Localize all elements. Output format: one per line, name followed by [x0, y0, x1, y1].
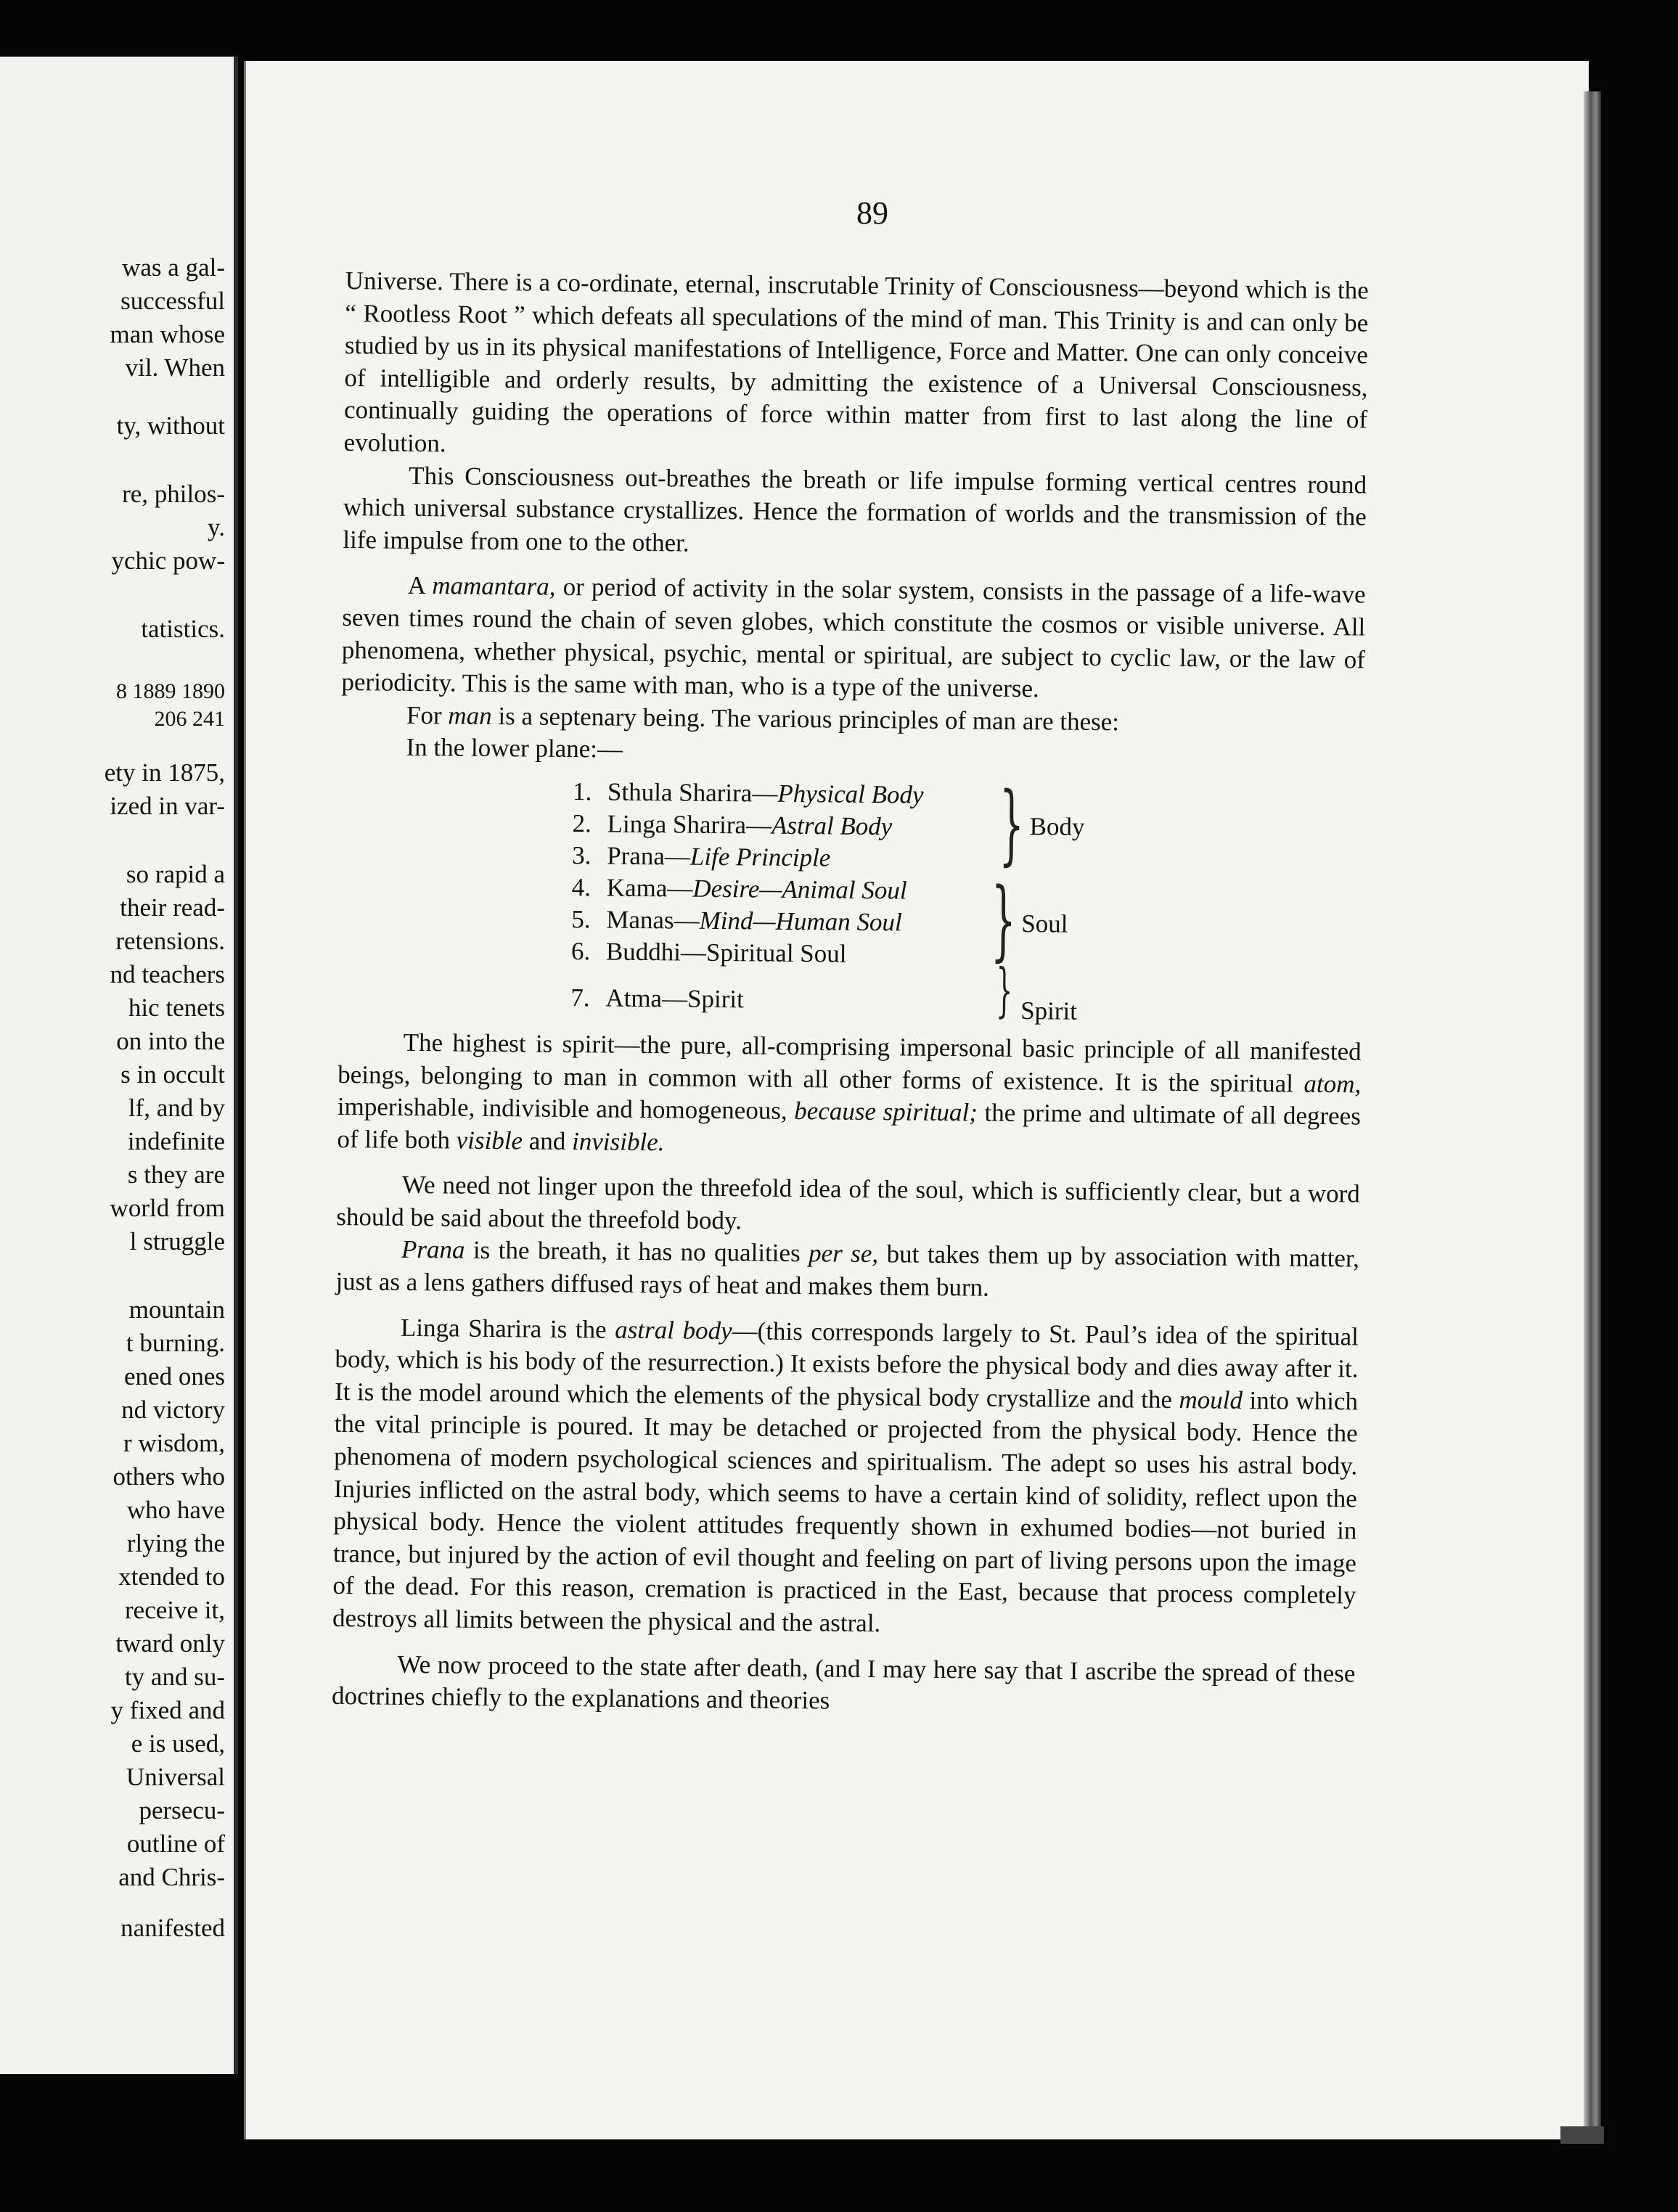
principle-item	[572, 808, 923, 843]
text-run: —(this corresponds largely to St. Paul’s idea of the spiritual body, which is his body of the resurrection.) It exists before the physical body and dies away after it. It is the model around which the elements of the physical body crystallize and the	[334, 1316, 1359, 1414]
paragraph	[332, 1311, 1359, 1644]
left-fragment: ened ones	[124, 1362, 225, 1390]
text-run: the prime and ultimate of all degrees of life both	[337, 1098, 1361, 1155]
page-number: 89	[856, 195, 888, 231]
text-run: imperishable, indivisible and homogeneous,	[337, 1092, 795, 1126]
left-page-fragment	[0, 57, 238, 2074]
left-fragment: vil. When	[125, 353, 225, 382]
italic-term: man	[448, 701, 492, 730]
item-number: 2.	[572, 808, 592, 838]
item-name: Linga Sharira—	[607, 809, 772, 840]
principles-list	[338, 774, 1364, 1031]
item-number: 5.	[571, 904, 591, 934]
paragraph	[343, 459, 1367, 566]
left-fragment: persecu-	[139, 1796, 225, 1824]
left-fragment: r wisdom,	[123, 1429, 225, 1457]
left-fragment: nd teachers	[110, 960, 225, 988]
italic-term: because spiritual;	[794, 1097, 978, 1127]
text-run: Linga Sharira is the	[400, 1313, 615, 1344]
principle-item	[571, 935, 906, 970]
text-run: into which the vital principle is poured. It may be detached or projected from the physical body. Hence the phenomena of modern psychological sciences and spiritualism. The adept so uses his astral body. Injuries inflicted on the astral body, which seems to have a certain kind of solidity, reflect upon the physical body. Hence the violent attitudes frequently shown in exhumed bodies—not buried in trance, but injured by the action of evil thought and feeling on part of living persons upon the image of the dead. For this reason, cremation is practiced in the East, because that process completely destroys all limits between the physical and the astral.	[332, 1385, 1359, 1638]
item-gloss: Mind—Human Soul	[699, 906, 902, 937]
left-fragment: their read-	[120, 893, 225, 922]
item-number: 6.	[570, 936, 591, 966]
item-name: Buddhi—Spiritual Soul	[605, 937, 847, 968]
principle-item	[571, 904, 906, 938]
left-fragment: xtended to	[118, 1562, 225, 1591]
left-fragment: Universal	[126, 1763, 225, 1791]
left-fragment: ty, without	[116, 411, 225, 440]
paragraph	[335, 1233, 1359, 1308]
item-number: 7.	[570, 983, 590, 1012]
left-fragment: outline of	[126, 1830, 225, 1858]
left-fragment: y fixed and	[110, 1696, 225, 1724]
left-fragment: hic tenets	[128, 994, 225, 1022]
right-brace-icon: }	[996, 956, 1013, 1024]
principle-item	[572, 872, 907, 906]
page-corner	[1560, 2126, 1604, 2144]
body-group	[572, 776, 924, 875]
left-fragment: others who	[112, 1462, 225, 1491]
principle-item	[570, 982, 744, 1015]
left-fragment: mountain	[128, 1295, 225, 1324]
left-fragment: ychic pow-	[111, 546, 225, 575]
left-fragment: rlying the	[126, 1529, 225, 1557]
principle-item	[572, 840, 923, 875]
right-brace-icon: }	[998, 774, 1025, 875]
page-text	[332, 265, 1369, 1722]
left-fragment: t burning.	[126, 1329, 225, 1357]
item-gloss: Physical Body	[777, 779, 924, 809]
left-fragment: tatistics.	[141, 615, 225, 643]
item-number: 3.	[572, 840, 592, 870]
text-run: and	[522, 1126, 573, 1155]
left-fragment: y.	[208, 513, 225, 541]
left-fragment: l struggle	[129, 1227, 225, 1255]
left-fragment: tward only	[115, 1629, 225, 1658]
item-name: Manas—	[606, 905, 700, 935]
left-fragment: receive it,	[125, 1596, 225, 1624]
text-run: is the breath, it has no qualities	[464, 1236, 809, 1268]
lower-plane-heading: In the lower plane:—	[406, 733, 623, 764]
item-number: 1.	[572, 777, 592, 806]
spirit-group	[570, 982, 744, 1015]
left-fragment: ized in var-	[110, 792, 225, 820]
left-fragment: man whose	[110, 320, 225, 348]
left-fragment: who have	[126, 1496, 225, 1524]
left-fragment: 8 1889 1890	[116, 679, 225, 703]
page-edge-shadow	[1584, 91, 1601, 2131]
left-fragment: on into the	[116, 1027, 225, 1055]
group-label-body: Body	[1029, 811, 1085, 841]
italic-term: per se,	[808, 1239, 879, 1269]
left-fragment: ety in 1875,	[104, 758, 225, 787]
group-label-soul: Soul	[1021, 909, 1068, 938]
text-run: A	[407, 571, 433, 600]
left-fragment: re, philos-	[122, 480, 225, 508]
italic-term: mamantara,	[432, 571, 556, 602]
left-fragment: indefinite	[127, 1127, 225, 1155]
left-fragment: world from	[110, 1194, 225, 1222]
left-fragment: s they are	[127, 1160, 225, 1189]
paragraph	[341, 569, 1366, 708]
item-name: Sthula Sharira—	[607, 777, 778, 808]
text-run: is a septenary being. The various principles of man are these:	[491, 701, 1120, 736]
left-fragment: 206 241	[154, 707, 225, 731]
paragraph-text: This Consciousness out-breathes the breath or life impulse forming vertical centres round which universal substance crystallizes. Hence the formation of worlds and the transmission of the life impulse from one to the other.	[343, 461, 1367, 557]
left-fragment: ty and su-	[124, 1663, 225, 1691]
paragraph: Universe. There is a co-ordinate, eternal, inscrutable Trinity of Consciousness—beyond which is the “ Rootless Root ” which defeats all speculations of the mind of man. This Trinity is and can only be studied by us in its physical manifestations of Intelligence, Force and Matter. One can only conceive of intelligible and orderly results, by admitting the existence of a Universal Consciousness, continually guiding the operations of force within matter from first to last along the line of evolution.	[343, 266, 1369, 458]
item-name: Kama—	[606, 873, 693, 903]
item-name: Atma—Spirit	[605, 983, 745, 1014]
left-fragment: successful	[120, 287, 225, 315]
left-fragment: e is used,	[131, 1729, 225, 1758]
soul-group	[571, 872, 907, 970]
text-run: For	[406, 700, 449, 730]
italic-term: Prana	[401, 1235, 465, 1265]
left-fragment: lf, and by	[128, 1094, 225, 1122]
item-gloss: Astral Body	[771, 811, 893, 841]
paragraph	[337, 1026, 1362, 1166]
item-number: 4.	[571, 872, 592, 902]
left-fragment: retensions.	[115, 927, 225, 955]
group-label-spirit: Spirit	[1020, 996, 1078, 1025]
left-fragment: nanifested	[120, 1914, 225, 1942]
italic-term: atom,	[1303, 1069, 1362, 1098]
paragraph: We now proceed to the state after death, (and I may here say that I ascribe the spread of these doctrines chiefly to the explanations and theories	[331, 1650, 1356, 1715]
item-gloss: Life Principle	[689, 842, 831, 872]
paragraph: We need not linger upon the threefold idea of the soul, which is sufficiently clear, but a word should be said about the threefold body.	[336, 1171, 1360, 1235]
text-run: The highest is spirit—the pure, all-comprising impersonal basic principle of all manifested beings, belonging to man in common with all other forms of existence. It is the spiritual	[337, 1028, 1362, 1098]
left-fragment: so rapid a	[126, 860, 225, 888]
left-fragment: s in occult	[120, 1060, 225, 1089]
italic-term: mould	[1179, 1385, 1243, 1414]
left-fragment: and Chris-	[118, 1863, 225, 1891]
text-run: but takes them up by association with matter, just as a lens gathers diffused rays of heat and makes them burn.	[335, 1240, 1360, 1302]
italic-term: visible	[456, 1126, 523, 1155]
right-brace-icon: }	[990, 869, 1017, 971]
item-name: Prana—	[607, 841, 691, 871]
left-fragment: nd victory	[121, 1396, 225, 1424]
item-gloss: Desire—Animal Soul	[692, 874, 907, 905]
principle-item	[573, 776, 924, 811]
italic-term: astral body	[615, 1315, 732, 1345]
left-fragment: was a gal-	[122, 253, 225, 282]
italic-term: invisible.	[571, 1126, 665, 1156]
text-run: or period of activity in the solar system, consists in the passage of a life-wave seven times round the chain of seven globes, which constitute the cosmos or visible universe. All phenomena, whether physical, psychic, mental or spiritual, are subject to cyclic law, or the law of periodicity. This is the same with man, who is a type of the universe.	[341, 573, 1366, 703]
